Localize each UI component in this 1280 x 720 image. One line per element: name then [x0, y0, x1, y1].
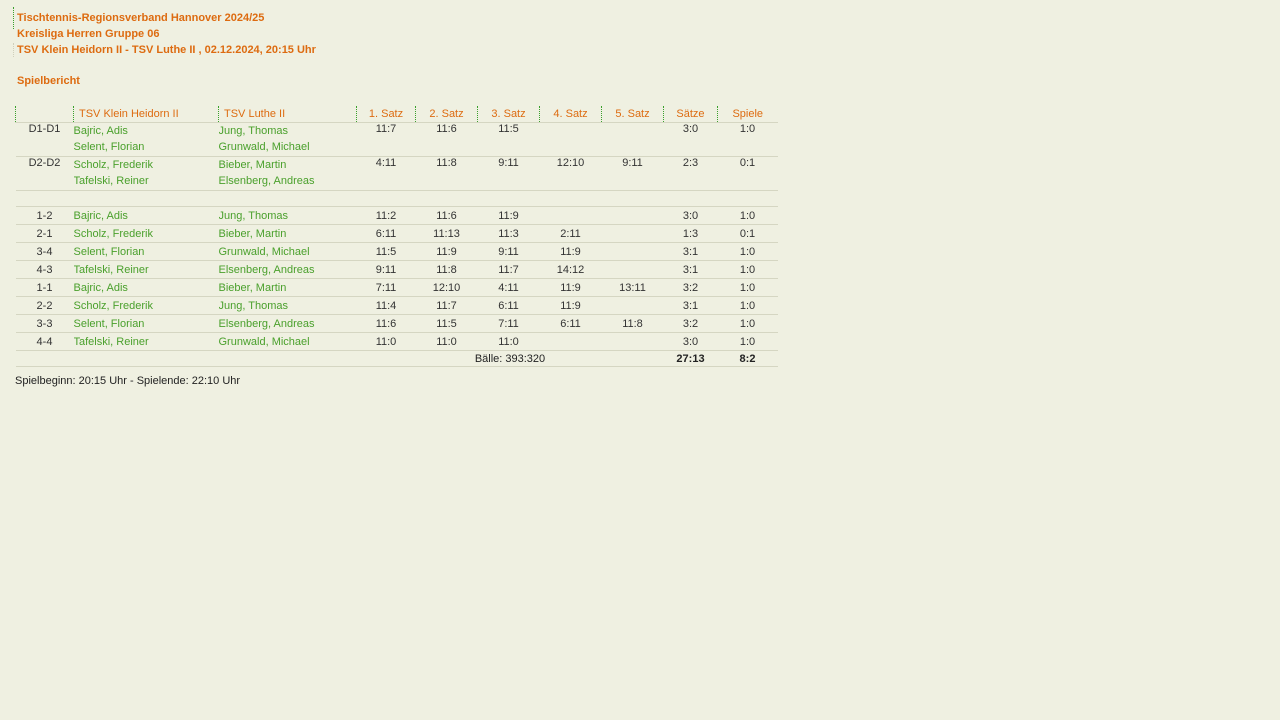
set5-score: 11:8	[602, 315, 664, 333]
set2-score: 11:7	[416, 297, 478, 315]
set4-score: 2:11	[540, 225, 602, 243]
set3-score: 11:7	[478, 261, 540, 279]
match-code: 4-4	[16, 333, 74, 351]
singles-row	[16, 279, 778, 297]
set5-score	[602, 225, 664, 243]
set5-score: 13:11	[602, 279, 664, 297]
header-dotted-border-green	[13, 7, 14, 29]
match-report-table	[15, 106, 778, 367]
set1-score: 7:11	[357, 279, 416, 297]
match-code: 4-3	[16, 261, 74, 279]
set2-score: 11:8	[416, 157, 478, 191]
col-header-spiele: Spiele	[718, 106, 778, 123]
match-title: TSV Klein Heidorn II - TSV Luthe II , 02.12.2024, 20:15 Uhr	[17, 44, 316, 56]
saetze-total: 27:13	[664, 351, 718, 367]
col-header-set4: 4. Satz	[540, 106, 602, 123]
away-player-name: Bieber, Martin	[219, 279, 357, 297]
set3-score: 9:11	[478, 157, 540, 191]
set4-score: 12:10	[540, 157, 602, 191]
away-player-name: Elsenberg, Andreas	[219, 261, 357, 279]
col-header-set3: 3. Satz	[478, 106, 540, 123]
saetze-result: 3:2	[664, 315, 718, 333]
set4-score: 6:11	[540, 315, 602, 333]
col-header-set1: 1. Satz	[357, 106, 416, 123]
page-header	[17, 10, 316, 58]
set1-score: 6:11	[357, 225, 416, 243]
home-player-name: Tafelski, Reiner	[74, 261, 219, 279]
spiele-total: 8:2	[718, 351, 778, 367]
spiele-result: 1:0	[718, 315, 778, 333]
col-header-empty	[16, 106, 74, 123]
set2-score: 11:5	[416, 315, 478, 333]
home-player-name: Selent, Florian	[74, 243, 219, 261]
spacer-row	[16, 191, 778, 207]
spiele-result: 0:1	[718, 225, 778, 243]
match-code: 2-2	[16, 297, 74, 315]
home-player-name: Bajric, Adis	[73, 125, 128, 137]
set5-score	[602, 333, 664, 351]
set4-score: 11:9	[540, 297, 602, 315]
league-title: Kreisliga Herren Gruppe 06	[17, 28, 160, 40]
set3-score: 9:11	[478, 243, 540, 261]
set1-score: 9:11	[357, 261, 416, 279]
saetze-result: 3:0	[664, 333, 718, 351]
away-player-name: Jung, Thomas	[219, 297, 357, 315]
doubles-row	[16, 157, 778, 191]
home-player-name: Scholz, Frederik	[73, 159, 153, 171]
spiele-result: 1:0	[718, 279, 778, 297]
set3-score: 7:11	[478, 315, 540, 333]
totals-empty-cell	[16, 351, 357, 367]
set4-score: 11:9	[540, 279, 602, 297]
set4-score	[540, 207, 602, 225]
home-doubles-pair	[74, 157, 219, 191]
set2-score: 11:8	[416, 261, 478, 279]
away-player-name: Grunwald, Michael	[218, 141, 310, 153]
away-player-name: Jung, Thomas	[219, 207, 357, 225]
saetze-result: 3:2	[664, 279, 718, 297]
saetze-result: 3:0	[664, 123, 718, 157]
set3-score: 4:11	[478, 279, 540, 297]
singles-row	[16, 261, 778, 279]
header-dotted-border-gray	[13, 43, 14, 57]
home-player-name: Selent, Florian	[73, 141, 145, 153]
away-player-name: Elsenberg, Andreas	[218, 175, 315, 187]
table-header-row	[16, 106, 778, 123]
set4-score	[540, 123, 602, 157]
singles-row	[16, 225, 778, 243]
set5-score	[602, 243, 664, 261]
away-player-name: Bieber, Martin	[218, 159, 287, 171]
match-code: 2-1	[16, 225, 74, 243]
home-player-name: Scholz, Frederik	[74, 225, 219, 243]
away-player-name: Elsenberg, Andreas	[219, 315, 357, 333]
singles-row	[16, 207, 778, 225]
set5-score: 9:11	[602, 157, 664, 191]
away-player-name: Grunwald, Michael	[219, 333, 357, 351]
home-doubles-pair	[74, 123, 219, 157]
set5-score	[602, 261, 664, 279]
set4-score: 14:12	[540, 261, 602, 279]
home-player-name: Scholz, Frederik	[74, 297, 219, 315]
away-player-name: Bieber, Martin	[219, 225, 357, 243]
set2-score: 11:6	[416, 207, 478, 225]
match-code: D2-D2	[16, 157, 74, 191]
saetze-result: 3:1	[664, 297, 718, 315]
col-header-set5: 5. Satz	[602, 106, 664, 123]
match-code: 1-1	[16, 279, 74, 297]
association-title: Tischtennis-Regionsverband Hannover 2024/25	[17, 12, 265, 24]
set2-score: 11:0	[416, 333, 478, 351]
away-doubles-pair	[219, 157, 357, 191]
saetze-result: 3:0	[664, 207, 718, 225]
set4-score: 11:9	[540, 243, 602, 261]
spiele-result: 1:0	[718, 243, 778, 261]
set5-score	[602, 123, 664, 157]
spiele-result: 1:0	[718, 261, 778, 279]
col-header-home-team: TSV Klein Heidorn II	[74, 106, 219, 123]
totals-row	[16, 351, 778, 367]
set1-score: 11:2	[357, 207, 416, 225]
match-code: 3-4	[16, 243, 74, 261]
set3-score: 11:3	[478, 225, 540, 243]
away-player-name: Grunwald, Michael	[219, 243, 357, 261]
set5-score	[602, 297, 664, 315]
col-header-saetze: Sätze	[664, 106, 718, 123]
singles-row	[16, 297, 778, 315]
report-title: Spielbericht	[17, 75, 80, 87]
balls-total: Bälle: 393:320	[357, 351, 664, 367]
singles-row	[16, 333, 778, 351]
set3-score: 6:11	[478, 297, 540, 315]
home-player-name: Tafelski, Reiner	[73, 175, 149, 187]
spiele-result: 1:0	[718, 297, 778, 315]
set2-score: 11:13	[416, 225, 478, 243]
home-player-name: Tafelski, Reiner	[74, 333, 219, 351]
col-header-set2: 2. Satz	[416, 106, 478, 123]
set1-score: 11:0	[357, 333, 416, 351]
set2-score: 11:6	[416, 123, 478, 157]
set4-score	[540, 333, 602, 351]
match-code: D1-D1	[16, 123, 74, 157]
home-player-name: Bajric, Adis	[74, 207, 219, 225]
saetze-result: 3:1	[664, 261, 718, 279]
away-doubles-pair	[219, 123, 357, 157]
set2-score: 12:10	[416, 279, 478, 297]
col-header-away-team: TSV Luthe II	[219, 106, 357, 123]
set3-score: 11:5	[478, 123, 540, 157]
set2-score: 11:9	[416, 243, 478, 261]
home-player-name: Bajric, Adis	[74, 279, 219, 297]
set1-score: 11:4	[357, 297, 416, 315]
spiele-result: 1:0	[718, 207, 778, 225]
set1-score: 11:5	[357, 243, 416, 261]
home-player-name: Selent, Florian	[74, 315, 219, 333]
set1-score: 11:6	[357, 315, 416, 333]
match-code: 3-3	[16, 315, 74, 333]
set3-score: 11:0	[478, 333, 540, 351]
spacer-cell	[16, 191, 778, 207]
match-times-note: Spielbeginn: 20:15 Uhr - Spielende: 22:10 Uhr	[15, 375, 241, 387]
set5-score	[602, 207, 664, 225]
away-player-name: Jung, Thomas	[218, 125, 289, 137]
spiele-result: 1:0	[718, 333, 778, 351]
doubles-row	[16, 123, 778, 157]
set1-score: 11:7	[357, 123, 416, 157]
set1-score: 4:11	[357, 157, 416, 191]
match-code: 1-2	[16, 207, 74, 225]
spiele-result: 0:1	[718, 157, 778, 191]
set3-score: 11:9	[478, 207, 540, 225]
singles-row	[16, 243, 778, 261]
saetze-result: 3:1	[664, 243, 718, 261]
saetze-result: 2:3	[664, 157, 718, 191]
singles-row	[16, 315, 778, 333]
saetze-result: 1:3	[664, 225, 718, 243]
spiele-result: 1:0	[718, 123, 778, 157]
